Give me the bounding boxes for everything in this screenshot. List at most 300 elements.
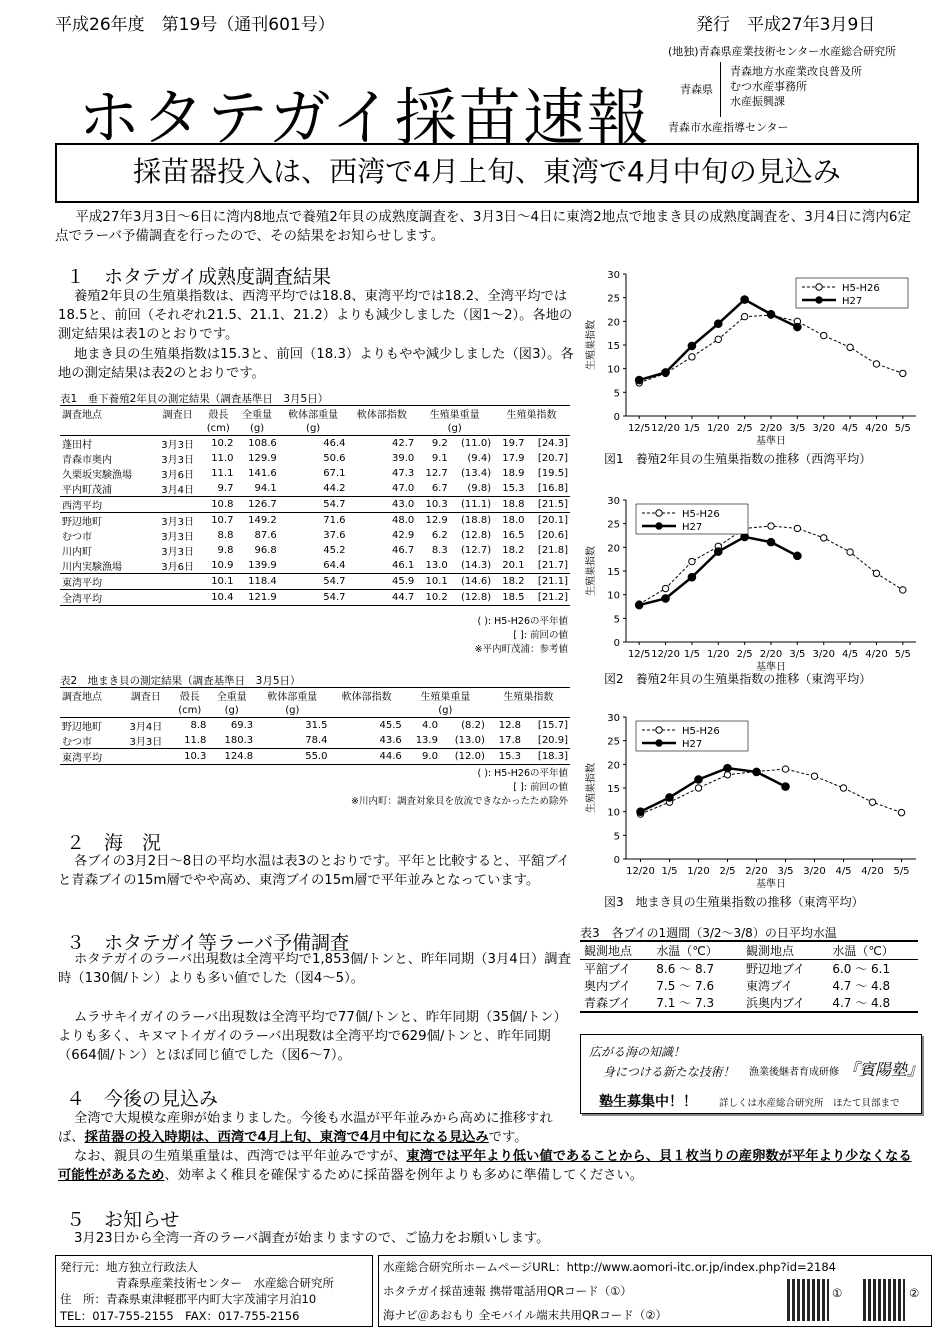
table1-cell: 8.3 [431, 545, 448, 556]
data-point [724, 772, 730, 778]
figure-2-chart [580, 488, 930, 678]
table2-row [60, 718, 570, 734]
table2-unit-row [60, 703, 570, 718]
table1-cell: 42.7 [392, 438, 415, 449]
lead-paragraph: 平成27年3月3日～6日に湾内8地点で養殖2年貝の成熟度調査を、3月3日～4日に東湾2地点で地まき貝の成熟度調査を、3月4日に湾内6定点でラーバ予備調査を行ったので、その結果をお知らせします。 [55, 209, 911, 244]
x-tick-label: 4/20 [861, 866, 884, 877]
table1-cell: 野辺地町 [62, 517, 102, 528]
qr-code-1-icon[interactable] [787, 1279, 829, 1321]
table1-cell: (14.6) [450, 574, 493, 590]
section-4-p2-a: なお、親貝の生殖巣重量は、西湾では平年並みですが、 [73, 1149, 407, 1164]
data-point [637, 808, 645, 816]
table1-cell: 川内町 [62, 547, 92, 558]
th-gonad-weight: 生殖巣重量 [416, 406, 493, 422]
table3-cell: 青森ブイ [584, 996, 631, 1010]
table2-cell: 69.3 [230, 720, 254, 731]
data-point [688, 342, 696, 350]
th2-weight: 全重量 [208, 688, 255, 704]
x-tick-label: 3/5 [777, 866, 794, 877]
table2-cell: 78.4 [255, 733, 329, 749]
data-point [869, 799, 875, 805]
data-point [741, 296, 749, 304]
x-tick-label: 5/5 [894, 423, 911, 434]
y-tick-label: 10 [607, 590, 620, 602]
th-site: 調査地点 [60, 406, 154, 422]
ad-line-6: 詳しくは水産総合研究所 ほたて貝部まで [719, 1098, 900, 1109]
table2-cell: [18.3] [523, 749, 570, 765]
table3-cell: 野辺地ブイ [745, 962, 805, 976]
issue-number: 平成26年度 第19号（通刊601号） [55, 15, 335, 35]
section-4-p2-c: 、効率よく稚貝を確保するために採苗器を例年よりも多めに準備してください。 [164, 1168, 644, 1183]
table1-cell: 37.6 [323, 530, 346, 541]
table1-cell: 15.3 [493, 481, 526, 497]
org-prefecture: 青森県 [680, 83, 713, 96]
table2-cell: 17.8 [487, 733, 523, 749]
table1-cell [154, 590, 201, 606]
table1-note-2: [ ]: 前回の値 [513, 630, 568, 641]
data-point [900, 370, 906, 376]
data-point [688, 573, 696, 581]
x-tick-label: 1/5 [661, 866, 678, 877]
table1-cell: 47.0 [348, 481, 417, 497]
data-point [767, 538, 775, 546]
qr-code-2-icon[interactable] [863, 1279, 905, 1321]
legend-label: H27 [682, 739, 703, 750]
table1-cell: 3月3日 [161, 547, 194, 558]
data-point [689, 558, 695, 564]
table1-row [60, 513, 570, 529]
legend-label: H5-H26 [682, 509, 720, 520]
table1-cell: [19.5] [537, 468, 568, 479]
x-tick-label: 4/5 [842, 423, 859, 434]
table1-cell: 10.1 [416, 574, 449, 590]
table1-cell: 108.6 [248, 438, 277, 449]
table1-cell: 3月6日 [161, 470, 194, 481]
x-tick-label: 3/5 [789, 423, 806, 434]
table1-cell: 46.1 [348, 558, 417, 574]
data-point [782, 766, 788, 772]
table2-cell: [20.9] [523, 733, 570, 749]
table1-cell: 20.1 [493, 558, 526, 574]
th3-temp2: 水温（℃） [832, 944, 894, 958]
table2-cell [121, 749, 172, 765]
data-point [695, 785, 701, 791]
table1-cell: 13.0 [416, 558, 449, 574]
th-weight: 全重量 [235, 406, 278, 422]
table1-cell: 18.2 [493, 574, 526, 590]
qr-code-2-label: ② [909, 1286, 920, 1300]
figure-1 [580, 262, 930, 456]
x-tick-label: 12/20 [626, 866, 655, 877]
data-point [873, 570, 879, 576]
x-tick-label: 2/5 [736, 649, 753, 660]
table3-title: 表3 各ブイの1週間（3/2～3/8）の日平均水温 [580, 926, 837, 940]
data-point [662, 369, 670, 377]
table2-cell: 4.0 [422, 720, 438, 731]
x-tick-label: 3/20 [812, 649, 835, 660]
y-tick-label: 15 [607, 567, 620, 578]
table3-row [580, 977, 918, 994]
legend-marker [816, 297, 822, 303]
table1-cell: 10.7 [211, 515, 234, 526]
table1-cell: 46.4 [323, 438, 346, 449]
y-tick-label: 10 [607, 364, 620, 376]
th2-soft-index: 軟体部指数 [329, 688, 403, 704]
table1-cell: [21.5] [527, 497, 570, 513]
table2-row [60, 749, 570, 765]
headline: 採苗器投入は、西湾で4月上旬、東湾で4月中旬の見込み [133, 155, 841, 188]
x-tick-label: 12/20 [651, 649, 680, 660]
table3-cell: 平舘ブイ [584, 962, 631, 976]
series-line-average [639, 526, 903, 604]
table1-cell: 全湾平均 [60, 590, 154, 606]
section-3-p1: ホタテガイのラーバ出現数は全湾平均で1,853個/トンと、昨年同期（3月4日）調査時（130個/トン）よりも多い値でした（図4～5）。 [58, 952, 571, 986]
y-tick-label: 5 [613, 388, 620, 400]
table1-cell: 44.2 [279, 481, 348, 497]
table2-cell: (12.0) [440, 749, 487, 765]
table2-cell: (13.0) [440, 733, 487, 749]
table2-cell: むつ市 [60, 733, 121, 749]
table3-cell: 4.7 ～ 4.8 [832, 979, 891, 993]
table2-notes [300, 767, 568, 809]
th2-gonad-index: 生殖巣指数 [487, 688, 570, 704]
table2-cell: 3月3日 [121, 733, 172, 749]
table1-cell: 44.7 [348, 590, 417, 606]
data-point [753, 768, 761, 776]
org-prefecture-offices [730, 64, 862, 109]
figure-1-chart [580, 262, 930, 452]
table3-header-row [580, 941, 918, 960]
data-point [847, 344, 853, 350]
table3-cell: 6.0 ～ 6.1 [832, 962, 891, 976]
table1-cell: 19.7 [502, 438, 525, 449]
table1-cell: むつ市 [62, 532, 92, 543]
table2-note-1: ( ): H5-H26の平年値 [477, 768, 568, 779]
table1-cell: (11.1) [450, 497, 493, 513]
section-4-p2 [58, 1147, 920, 1185]
x-tick-label: 5/5 [893, 866, 910, 877]
table1-cell: 54.7 [279, 497, 348, 513]
data-point [840, 785, 846, 791]
table2-cell: 8.8 [190, 720, 207, 731]
table2-row [60, 733, 570, 749]
table1-cell: 9.1 [431, 453, 448, 464]
org-office-aomori: 青森地方水産業改良普及所 [730, 65, 862, 78]
table1-row [60, 466, 570, 481]
table1-row [60, 528, 570, 543]
data-point [635, 376, 643, 384]
table1-cell: 3月3日 [161, 440, 194, 451]
y-tick-label: 0 [613, 855, 620, 866]
ad-line-2: 身につける新たな技術！ [603, 1065, 735, 1079]
y-tick-label: 0 [613, 638, 620, 649]
section-4-title: ４ 今後の見込み [66, 1088, 219, 1110]
table1-cell: 54.7 [279, 574, 348, 590]
table1-row [60, 590, 570, 606]
section-1-p1: 養殖2年貝の生殖巣指数は、西湾平均では18.8、東湾平均では18.2、全湾平均では18.5と、前回（それぞれ21.5、21.1、21.2）よりも減少しました（図1～2）。各地の測定結果は表1のとおりです。 [58, 289, 573, 342]
x-tick-label: 4/5 [842, 649, 859, 660]
table1-cell: (9.4) [467, 453, 492, 464]
table1-cell: [21.8] [537, 545, 568, 556]
table1-cell: (11.0) [461, 438, 492, 449]
unit2-g1: (g) [208, 703, 255, 718]
table2-cell: 東湾平均 [60, 749, 121, 765]
data-point [741, 313, 747, 319]
y-tick-label: 30 [607, 496, 620, 507]
table1-cell: (13.4) [461, 468, 492, 479]
unit2-cm: (cm) [171, 703, 208, 718]
newsletter-title: ホタテガイ採苗速報 [78, 81, 651, 154]
y-tick-label: 30 [607, 270, 620, 281]
figure-3 [580, 705, 930, 899]
th2-gonad-weight: 生殖巣重量 [404, 688, 487, 704]
unit-cm: (cm) [201, 421, 235, 436]
y-tick-label: 25 [607, 736, 620, 748]
footer-homepage-url[interactable]: 水産総合研究所ホームページURL：http://www.aomori-itc.or.jp/index.php?id=2184 [383, 1260, 836, 1274]
table3-row [580, 960, 918, 978]
table2-cell: 11.8 [171, 733, 208, 749]
y-tick-label: 5 [613, 614, 620, 626]
x-tick-label: 1/20 [707, 649, 730, 660]
table3-cell: 4.7 ～ 4.8 [832, 996, 891, 1010]
legend-label: H5-H26 [682, 726, 720, 737]
th-date: 調査日 [154, 406, 201, 422]
table2-body [60, 718, 570, 765]
table1-cell: 64.4 [279, 558, 348, 574]
y-tick-label: 5 [613, 831, 620, 843]
table1-row [60, 451, 570, 466]
table1-cell: 149.2 [248, 515, 277, 526]
table1-cell: 71.6 [323, 515, 346, 526]
table1-cell: [16.8] [527, 481, 570, 497]
y-tick-label: 30 [607, 713, 620, 724]
section-5-title: ５ お知らせ [66, 1209, 180, 1231]
x-axis-label: 基準日 [756, 879, 786, 890]
table1-cell: [24.3] [537, 438, 568, 449]
table1-cell: 118.4 [235, 574, 278, 590]
section-2-p1: 各ブイの3月2日～8日の平均水温は表3のとおりです。平年と比較すると、平舘ブイと青森ブイの15m層でやや高め、東湾ブイの15m層で平年並みとなっています。 [58, 854, 570, 888]
table1-cell: 3月3日 [161, 532, 194, 543]
y-axis-label: 生殖巣指数 [586, 763, 597, 813]
series-line-current [641, 768, 786, 812]
table1-cell: 45.2 [323, 545, 346, 556]
table1-cell: 9.8 [217, 545, 234, 556]
x-tick-label: 2/20 [759, 423, 783, 434]
table1-row [60, 497, 570, 513]
table1-cell: 12.9 [425, 515, 448, 526]
section-2-title: ２ 海 況 [66, 832, 162, 854]
section-3-title: ３ ホタテガイ等ラーバ予備調査 [66, 932, 350, 954]
data-point [724, 764, 732, 772]
th2-soft-weight: 軟体部重量 [255, 688, 329, 704]
table1-cell: 9.7 [201, 481, 235, 497]
org-office-promotion: 水産振興課 [730, 95, 785, 108]
y-axis-label: 生殖巣指数 [586, 320, 597, 370]
th2-site: 調査地点 [60, 688, 121, 704]
table1-cell: 3月3日 [161, 517, 194, 528]
table1-row [60, 481, 570, 497]
table1-cell: 青森市奥内 [62, 455, 112, 466]
data-point [898, 809, 904, 815]
legend-marker [656, 727, 662, 733]
data-point [714, 548, 722, 556]
legend-marker [656, 740, 662, 746]
org-research-institute: (地独)青森県産業技術センター水産総合研究所 [668, 45, 897, 58]
x-tick-label: 2/5 [736, 423, 753, 434]
table1-cell: 10.8 [201, 497, 235, 513]
data-point [873, 361, 879, 367]
table2-cell: 124.8 [208, 749, 255, 765]
x-tick-label: 3/20 [812, 423, 835, 434]
data-point [794, 552, 802, 560]
table1-cell: (12.8) [450, 590, 493, 606]
table1-note-3: ※平内町茂浦：参考値 [474, 644, 568, 655]
th-soft-weight: 軟体部重量 [279, 406, 348, 422]
recruitment-ad [580, 1034, 922, 1114]
table1-cell: 10.1 [201, 574, 235, 590]
table1-cell: (14.3) [450, 558, 493, 574]
figure-1-caption: 図1 養殖2年貝の生殖巣指数の推移（西湾平均） [604, 452, 872, 466]
table1-cell: 18.2 [502, 545, 525, 556]
figure-2 [580, 488, 930, 682]
y-tick-label: 20 [607, 317, 620, 329]
table2-cell: 44.6 [329, 749, 403, 765]
table1-cell: 42.9 [392, 530, 415, 541]
table3-cell: 8.6 ～ 8.7 [656, 962, 715, 976]
unit-g3: (g) [416, 421, 493, 436]
table1-cell: 67.1 [323, 468, 346, 479]
y-tick-label: 25 [607, 293, 620, 305]
table1-cell: 141.6 [248, 468, 277, 479]
footer-publisher [55, 1255, 373, 1327]
table1-cell: 久栗坂実験漁場 [62, 470, 132, 481]
x-tick-label: 1/5 [683, 423, 700, 434]
table3-row [580, 994, 918, 1012]
table1-cell: 18.9 [502, 468, 525, 479]
table1-title: 表1 垂下養殖2年貝の測定結果（調査基準日 3月5日） [60, 393, 329, 405]
unit2-g3: (g) [404, 703, 487, 718]
ad-line-4: 『賓陽塾』 [843, 1060, 924, 1079]
table1-notes [360, 615, 568, 657]
y-tick-label: 25 [607, 519, 620, 531]
x-tick-label: 1/20 [687, 866, 710, 877]
section-3-p2: ムラサキイガイのラーバ出現数は全湾平均で77個/トンと、昨年同期（35個/トン）よりも多く、キヌマトイガイのラーバ出現数は全湾平均で629個/トンと、昨年同期（664個/トン）とほぼ同じ値でした（図6～7）。 [58, 1010, 567, 1063]
section-4-p1 [58, 1109, 578, 1147]
table2-cell: 13.9 [404, 733, 440, 749]
x-tick-label: 12/5 [627, 649, 651, 660]
table3-body [580, 960, 918, 1013]
org-city-center: 青森市水産指導センター [668, 121, 789, 134]
unit-g2: (g) [279, 421, 348, 436]
table1-cell: 平内町茂浦 [60, 481, 154, 497]
footer-qr1-text: ホタテガイ採苗速報 携帯電話用QRコード（①） [383, 1284, 632, 1298]
table1-row [60, 543, 570, 558]
table2-title: 表2 地まき貝の測定結果（調査基準日 3月5日） [60, 675, 301, 687]
data-point [794, 323, 802, 331]
data-point [821, 535, 827, 541]
table2-cell: 45.5 [379, 720, 402, 731]
table1-cell: 139.9 [235, 558, 278, 574]
table1-cell: 9.2 [431, 438, 448, 449]
data-point [666, 794, 674, 802]
table1-cell: 12.7 [425, 468, 448, 479]
data-point [847, 549, 853, 555]
table1-cell: 蓬田村 [62, 440, 92, 451]
data-point [689, 354, 695, 360]
table1-row [60, 436, 570, 452]
table2 [60, 687, 570, 765]
table1-cell: 11.0 [211, 453, 234, 464]
table1-cell: 87.6 [254, 530, 277, 541]
table2-cell: 9.0 [404, 749, 440, 765]
footer-qr2-text: 海ナビ＠あおもり 全モバイル端末共用QRコード（②） [383, 1308, 668, 1322]
table1-cell: 126.7 [235, 497, 278, 513]
data-point [782, 783, 790, 791]
x-tick-label: 2/20 [759, 649, 783, 660]
table1-cell: 46.7 [392, 545, 415, 556]
table1-cell: 47.3 [392, 468, 415, 479]
org-office-mutsu: むつ水産事務所 [730, 80, 807, 93]
table1-cell: 39.0 [392, 453, 415, 464]
legend-label: H5-H26 [842, 283, 880, 294]
table3-cell: 奥内ブイ [584, 979, 631, 993]
table1-cell: 西湾平均 [60, 497, 154, 513]
x-tick-label: 4/20 [865, 423, 888, 434]
data-point [768, 523, 774, 529]
y-tick-label: 10 [607, 807, 620, 819]
legend-marker [816, 284, 822, 290]
y-tick-label: 0 [613, 412, 620, 423]
th3-temp1: 水温（℃） [656, 944, 718, 958]
figure-2-caption: 図2 養殖2年貝の生殖巣指数の推移（東湾平均） [604, 672, 872, 686]
org-bracket [720, 62, 721, 117]
table1-cell: 50.6 [323, 453, 346, 464]
section-4-p1-highlight: 採苗器の投入時期は、西湾で4月上旬、東湾で4月中旬になる見込み [84, 1130, 489, 1145]
table1-cell: 54.7 [279, 590, 348, 606]
footer-address: 住 所：青森県東津軽郡平内町大字茂浦字月泊10 [60, 1292, 317, 1306]
table2-cell: (8.2) [461, 720, 485, 731]
x-tick-label: 1/20 [707, 423, 730, 434]
x-tick-label: 1/5 [683, 649, 700, 660]
table1-cell: 10.2 [211, 438, 234, 449]
table1-note-1: ( ): H5-H26の平年値 [477, 616, 568, 627]
table2-cell: 31.5 [305, 720, 328, 731]
table1-cell: 129.9 [248, 453, 277, 464]
data-point [662, 585, 668, 591]
table2-cell: 43.6 [329, 733, 403, 749]
table1-cell: 18.5 [493, 590, 526, 606]
footer-phone: TEL：017-755-2155 FAX：017-755-2156 [60, 1309, 300, 1323]
table1-cell: 94.1 [235, 481, 278, 497]
y-tick-label: 15 [607, 784, 620, 795]
table3 [580, 940, 918, 1013]
table1-cell: [20.6] [537, 530, 568, 541]
table1-cell [154, 497, 201, 513]
legend-marker [656, 523, 662, 529]
data-point [821, 332, 827, 338]
table2-note-2: [ ]: 前回の値 [513, 782, 568, 793]
table1-cell: 16.5 [502, 530, 525, 541]
footer-publisher-name: 青森県産業技術センター 水産総合研究所 [116, 1276, 335, 1290]
table2-cell: 野辺地町 [62, 722, 102, 733]
table2-header-row [60, 688, 570, 704]
figure-3-chart [580, 705, 930, 895]
data-point [635, 601, 643, 609]
x-tick-label: 2/5 [719, 866, 736, 877]
th-length: 殻長 [201, 406, 235, 422]
legend-marker [656, 510, 662, 516]
th-gonad-index: 生殖巣指数 [493, 406, 570, 422]
